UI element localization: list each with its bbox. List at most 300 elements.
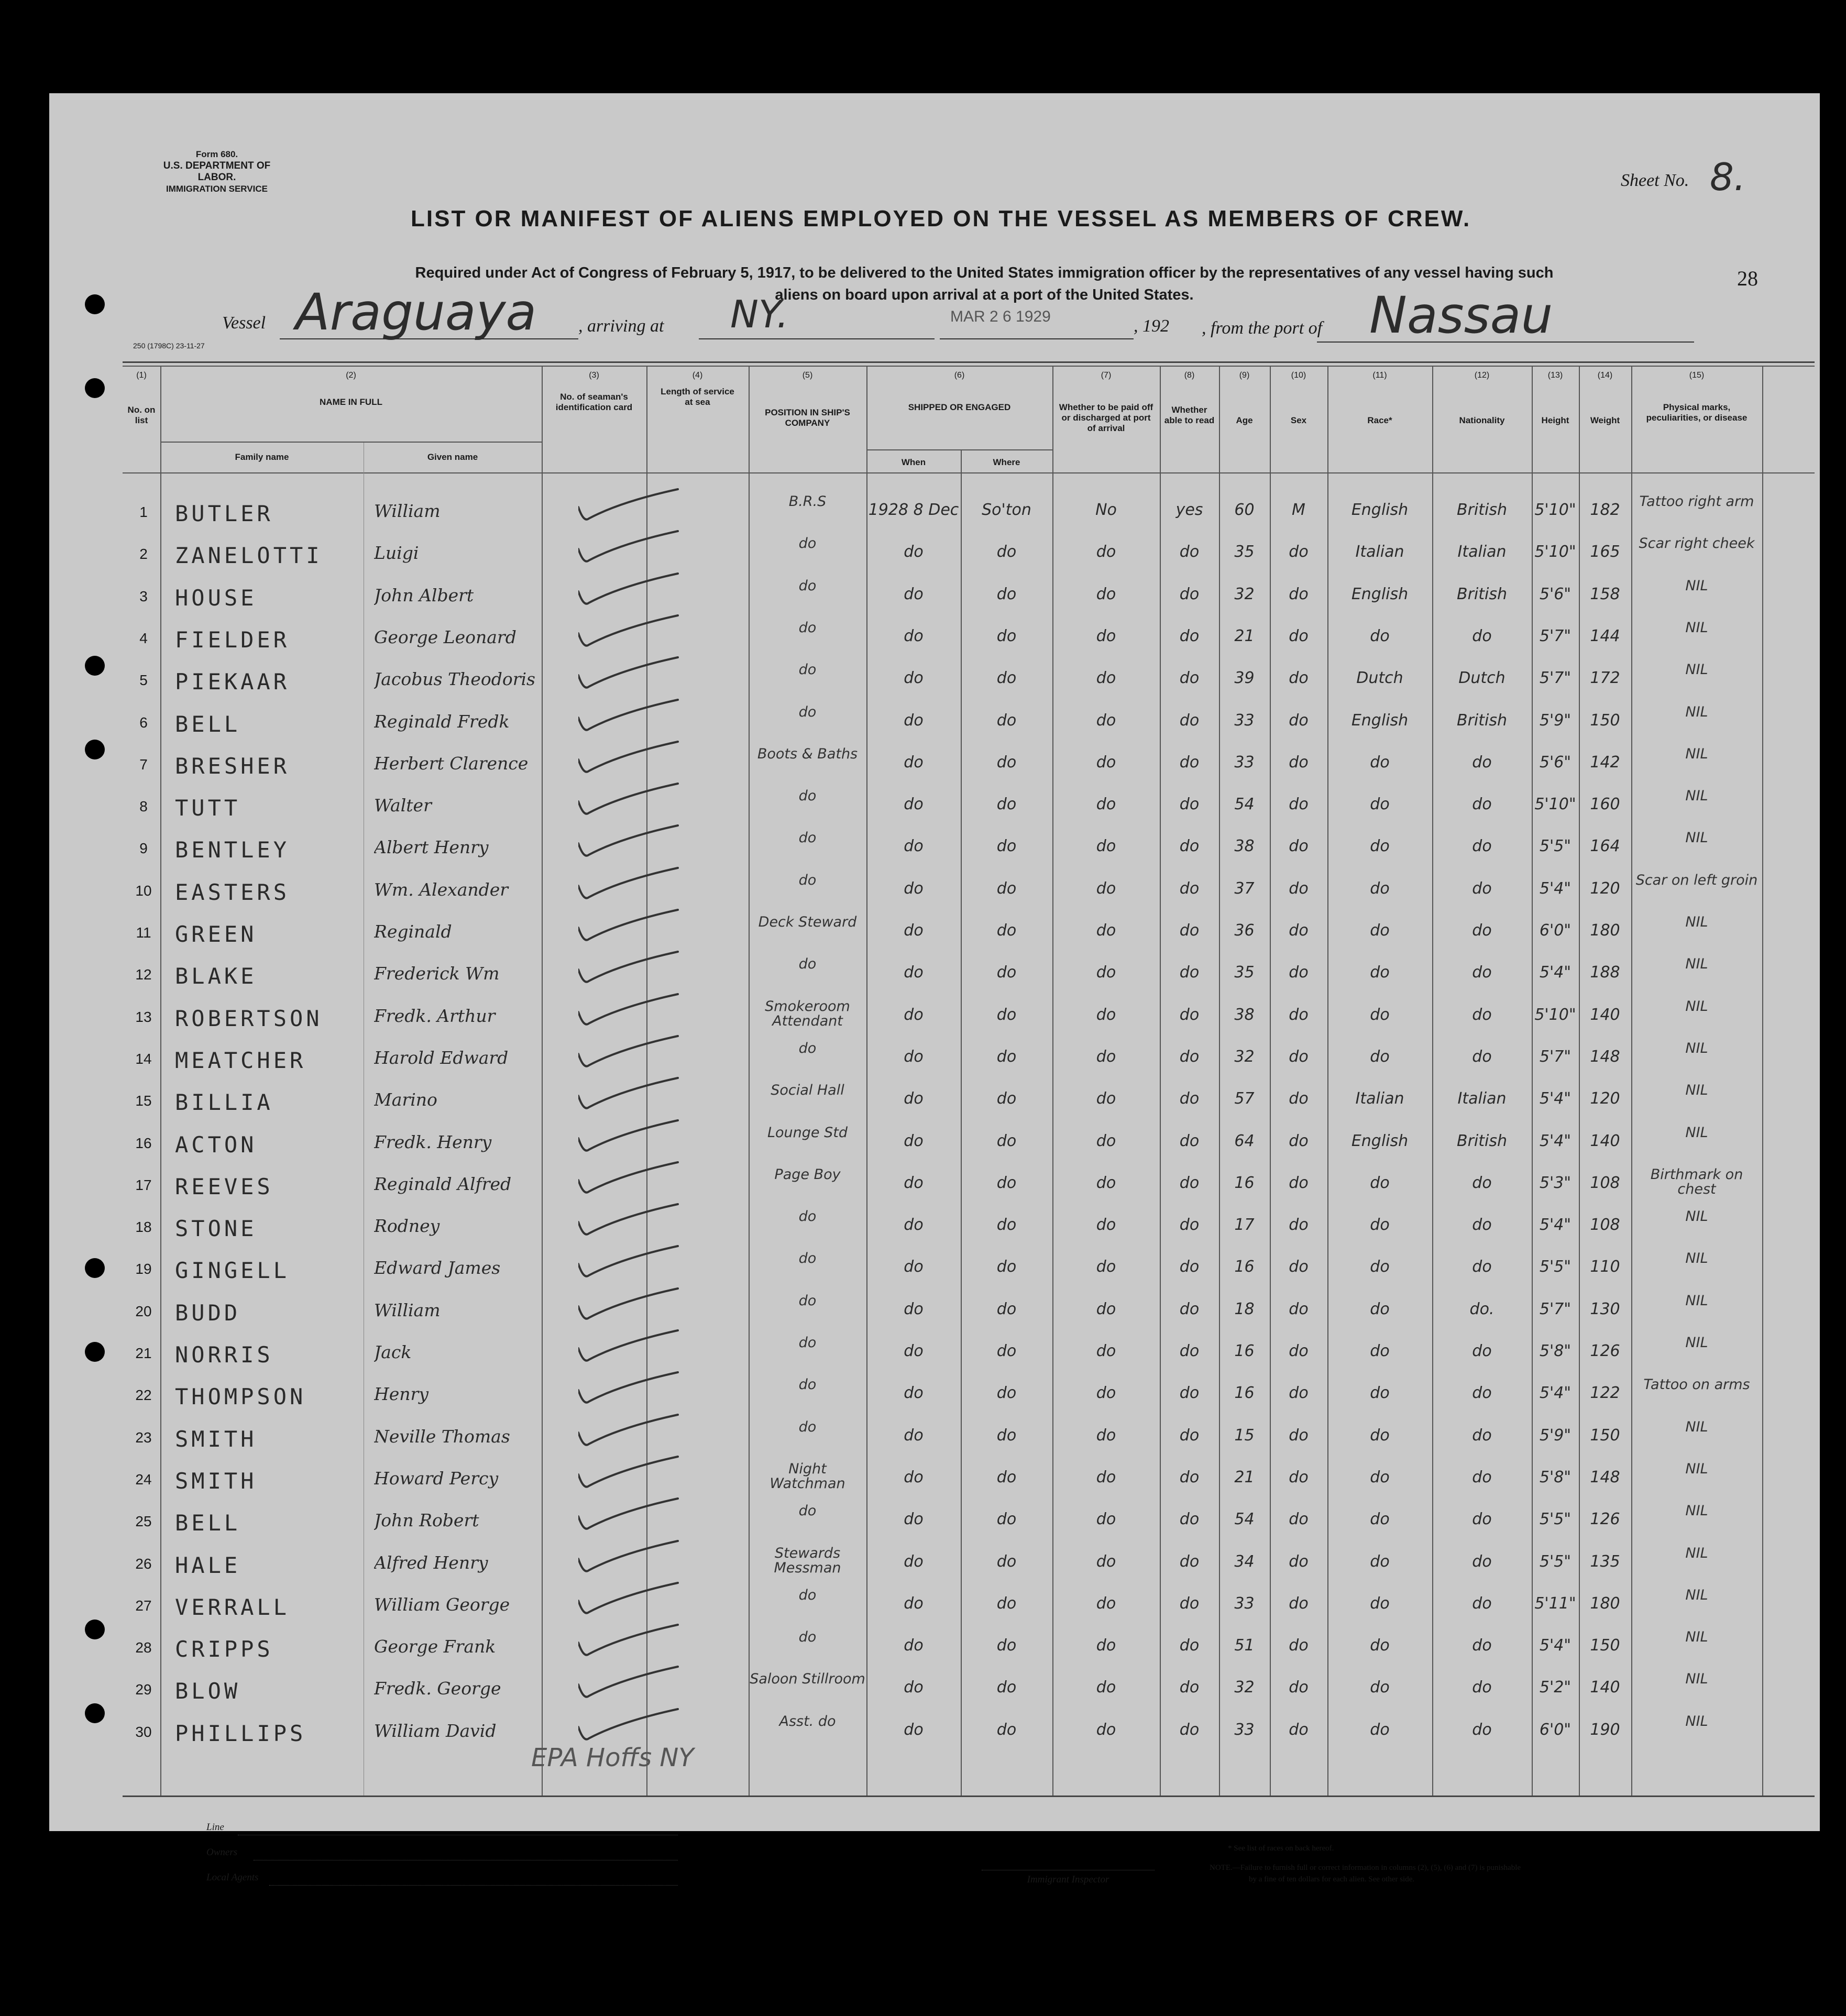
col-race: Race*	[1367, 415, 1392, 425]
cell-sex: do	[1289, 543, 1309, 561]
col-number-14: (14)	[1597, 371, 1613, 380]
cell-weight: 122	[1590, 1384, 1620, 1403]
cell-position: Saloon Stillroom	[750, 1671, 865, 1688]
cell-race: do	[1370, 753, 1390, 772]
cell-marks: NIL	[1685, 830, 1708, 846]
cell-where: do	[996, 1552, 1017, 1571]
cell-weight: 126	[1590, 1510, 1620, 1529]
cell-when: do	[904, 1510, 924, 1529]
cell-position: do	[798, 1040, 817, 1056]
cell-race: Italian	[1355, 543, 1404, 561]
family-name: MEATCHER	[175, 1047, 306, 1073]
row-number: 22	[135, 1387, 152, 1404]
cell-paid: do	[1096, 1131, 1116, 1150]
cell-read: do	[1179, 1216, 1200, 1235]
cell-marks: NIL	[1685, 619, 1708, 636]
cell-weight: 172	[1590, 669, 1620, 688]
cell-marks: NIL	[1685, 1208, 1708, 1225]
cell-read: do	[1179, 1678, 1200, 1697]
cell-race: English	[1351, 1131, 1409, 1150]
cell-race: do	[1370, 1678, 1390, 1697]
family-name: ZANELOTTI	[175, 543, 323, 569]
cell-marks: NIL	[1685, 1629, 1708, 1646]
cell-where: do	[996, 921, 1017, 940]
cell-position: Social Hall	[771, 1082, 844, 1099]
cell-weight: 182	[1590, 501, 1620, 519]
cell-age: 18	[1234, 1299, 1255, 1318]
cell-weight: 110	[1590, 1258, 1620, 1276]
cell-nat: Italian	[1457, 543, 1507, 561]
cell-paid: do	[1096, 1678, 1116, 1697]
given-name: Henry	[374, 1384, 428, 1405]
given-name: Wm. Alexander	[374, 879, 509, 900]
cell-marks: NIL	[1685, 1418, 1708, 1435]
cell-read: do	[1179, 1342, 1200, 1360]
check-mark-icon	[578, 570, 699, 612]
cell-race: do	[1370, 1173, 1390, 1192]
cell-when: do	[904, 1594, 924, 1613]
cell-sex: do	[1289, 1720, 1309, 1739]
cell-read: do	[1179, 585, 1200, 603]
row-number: 16	[135, 1134, 152, 1151]
table-row	[49, 828, 1820, 869]
cell-when: do	[904, 879, 924, 898]
cell-height: 6'0"	[1539, 921, 1572, 940]
cell-marks: NIL	[1685, 788, 1708, 805]
cell-marks: NIL	[1685, 998, 1708, 1015]
col-where: Where	[993, 457, 1020, 467]
cell-position: Page Boy	[774, 1166, 841, 1183]
department-name: U.S. DEPARTMENT OF LABOR.	[163, 160, 271, 183]
cell-read: do	[1179, 626, 1200, 645]
cell-position: do	[798, 1250, 817, 1267]
cell-height: 5'4"	[1539, 963, 1572, 982]
check-mark-icon	[578, 654, 699, 696]
given-name: Fredk. George	[374, 1678, 501, 1699]
given-name: William David	[374, 1720, 497, 1741]
col-number-15: (15)	[1689, 371, 1705, 380]
cell-paid: do	[1096, 837, 1116, 856]
cell-nat: do	[1472, 1678, 1492, 1697]
cell-sex: do	[1289, 1342, 1309, 1360]
cell-when: do	[904, 1131, 924, 1150]
family-name: PHILLIPS	[175, 1720, 306, 1746]
cell-height: 5'4"	[1539, 1384, 1572, 1403]
family-name: THOMPSON	[175, 1384, 306, 1410]
sheet-number-label: Sheet No.	[1621, 171, 1689, 190]
cell-paid: do	[1096, 879, 1116, 898]
cell-weight: 158	[1590, 585, 1620, 603]
cell-age: 33	[1234, 753, 1255, 772]
given-name: Alfred Henry	[374, 1552, 488, 1573]
col-number-6: (6)	[954, 371, 965, 380]
given-name: Howard Percy	[374, 1468, 499, 1489]
cell-sex: do	[1289, 1678, 1309, 1697]
cell-read: do	[1179, 1258, 1200, 1276]
check-mark-icon	[578, 991, 699, 1033]
cell-height: 5'4"	[1539, 1131, 1572, 1150]
cell-age: 21	[1234, 1468, 1255, 1486]
cell-when: do	[904, 1468, 924, 1486]
cell-height: 5'3"	[1539, 1173, 1572, 1192]
cell-height: 5'10"	[1534, 543, 1576, 561]
cell-position: do	[798, 1376, 817, 1393]
cell-paid: do	[1096, 1552, 1116, 1571]
cell-when: do	[904, 1342, 924, 1360]
penalty-note-2: by a fine of ten dollars for each alien. See other side.	[1249, 1875, 1415, 1883]
cell-age: 16	[1234, 1258, 1255, 1276]
cell-sex: do	[1289, 1089, 1309, 1108]
cell-sex: do	[1289, 921, 1309, 940]
cell-height: 5'6"	[1539, 585, 1572, 603]
cell-nat: do	[1472, 963, 1492, 982]
check-mark-icon	[578, 1622, 699, 1664]
row-number: 6	[139, 714, 148, 731]
family-name: EASTERS	[175, 879, 290, 905]
cell-height: 5'7"	[1539, 626, 1572, 645]
check-mark-icon	[578, 1495, 699, 1537]
cell-when: do	[904, 1384, 924, 1403]
family-name: BELL	[175, 1510, 241, 1536]
check-mark-icon	[578, 1453, 699, 1495]
cell-read: do	[1179, 837, 1200, 856]
cell-race: do	[1370, 1594, 1390, 1613]
cell-race: do	[1370, 1552, 1390, 1571]
cell-nat: do	[1472, 1426, 1492, 1445]
cell-marks: Tattoo right arm	[1639, 493, 1754, 510]
cell-when: do	[904, 795, 924, 814]
cell-height: 5'8"	[1539, 1342, 1572, 1360]
cell-age: 32	[1234, 1047, 1255, 1066]
check-mark-icon	[578, 780, 699, 822]
table-row	[49, 870, 1820, 912]
col-nationality: Nationality	[1459, 415, 1505, 425]
cell-weight: 126	[1590, 1342, 1620, 1360]
cell-race: do	[1370, 1720, 1390, 1739]
manifest-rows	[49, 491, 1820, 1790]
cell-marks: NIL	[1685, 1250, 1708, 1267]
cell-paid: do	[1096, 1384, 1116, 1403]
row-number: 17	[135, 1176, 152, 1193]
cell-weight: 142	[1590, 753, 1620, 772]
col-id-card: No. of seaman's identification card	[555, 392, 633, 412]
table-row	[49, 659, 1820, 701]
cell-height: 5'5"	[1539, 1552, 1572, 1571]
cell-position: Stewards Messman	[774, 1545, 841, 1576]
cell-weight: 180	[1590, 1594, 1620, 1613]
family-name: FIELDER	[175, 626, 290, 653]
cell-nat: British	[1457, 711, 1507, 730]
check-mark-icon	[578, 486, 699, 528]
cell-race: do	[1370, 921, 1390, 940]
year-label: , 192	[1134, 316, 1169, 336]
col-length-service: Length of service at sea	[661, 387, 734, 407]
cell-sex: do	[1289, 585, 1309, 603]
col-given-name: Given name	[427, 452, 478, 462]
cell-height: 6'0"	[1539, 1720, 1572, 1739]
cell-paid: do	[1096, 1342, 1116, 1360]
check-mark-icon	[578, 1117, 699, 1159]
given-name: Reginald	[374, 921, 452, 942]
col-family-name: Family name	[235, 452, 289, 462]
col-number-4: (4)	[692, 371, 703, 380]
cell-position: do	[798, 662, 817, 678]
cell-read: do	[1179, 1720, 1200, 1739]
form-number: Form 680.	[195, 149, 238, 159]
row-number: 29	[135, 1681, 152, 1698]
cell-nat: British	[1457, 585, 1507, 603]
cell-marks: NIL	[1685, 577, 1708, 594]
cell-where: do	[996, 1636, 1017, 1655]
cell-where: do	[996, 1678, 1017, 1697]
given-name: George Leonard	[374, 626, 517, 647]
cell-height: 5'4"	[1539, 1216, 1572, 1235]
table-row	[49, 1627, 1820, 1669]
cell-where: do	[996, 879, 1017, 898]
cell-race: do	[1370, 795, 1390, 814]
cell-nat: do	[1472, 1258, 1492, 1276]
cell-height: 5'6"	[1539, 753, 1572, 772]
vessel-label: Vessel	[222, 313, 266, 333]
row-number: 28	[135, 1639, 152, 1656]
cell-when: do	[904, 626, 924, 645]
cell-sex: do	[1289, 1510, 1309, 1529]
row-number: 21	[135, 1345, 152, 1361]
row-number: 25	[135, 1513, 152, 1530]
check-mark-icon	[578, 528, 699, 570]
cell-paid: do	[1096, 1258, 1116, 1276]
arriving-label: , arriving at	[578, 316, 664, 336]
cell-race: do	[1370, 1384, 1390, 1403]
table-row	[49, 786, 1820, 828]
row-number: 11	[136, 924, 151, 941]
col-name-in-full: NAME IN FULL	[320, 397, 382, 407]
family-name: TUTT	[175, 795, 241, 821]
cell-when: do	[904, 1720, 924, 1739]
cell-age: 34	[1234, 1552, 1255, 1571]
cell-paid: do	[1096, 585, 1116, 603]
check-mark-icon	[578, 612, 699, 654]
vessel-name: Araguaya	[295, 283, 537, 341]
cell-position: B.R.S	[788, 493, 827, 510]
cell-race: Italian	[1355, 1089, 1404, 1108]
cell-paid: do	[1096, 669, 1116, 688]
port-label: , from the port of	[1202, 318, 1323, 338]
row-number: 13	[135, 1008, 152, 1025]
cell-paid: do	[1096, 1216, 1116, 1235]
cell-read: do	[1179, 1636, 1200, 1655]
col-sex: Sex	[1290, 415, 1307, 425]
cell-weight: 150	[1590, 1636, 1620, 1655]
cell-when: do	[904, 1089, 924, 1108]
cell-read: do	[1179, 1384, 1200, 1403]
given-name: Neville Thomas	[374, 1426, 510, 1447]
table-row	[49, 1332, 1820, 1374]
cell-sex: do	[1289, 837, 1309, 856]
cell-age: 32	[1234, 585, 1255, 603]
cell-nat: do	[1472, 1216, 1492, 1235]
cell-height: 5'4"	[1539, 1089, 1572, 1108]
cell-paid: do	[1096, 1047, 1116, 1066]
cell-weight: 120	[1590, 1089, 1620, 1108]
shipped-subheader-rule	[866, 449, 1052, 450]
check-mark-icon	[578, 1243, 699, 1285]
cell-weight: 108	[1590, 1173, 1620, 1192]
cell-position: do	[798, 703, 817, 720]
cell-age: 54	[1234, 795, 1255, 814]
table-row	[49, 1543, 1820, 1585]
cell-position: do	[798, 1587, 817, 1603]
col-when: When	[901, 457, 926, 467]
cell-weight: 190	[1590, 1720, 1620, 1739]
cell-read: do	[1179, 963, 1200, 982]
cell-position: do	[798, 577, 817, 594]
check-mark-icon	[578, 1285, 699, 1327]
check-mark-icon	[578, 1075, 699, 1117]
cell-position: do	[798, 1335, 817, 1351]
cell-sex: do	[1289, 1594, 1309, 1613]
family-name: BELL	[175, 711, 241, 737]
cell-age: 36	[1234, 921, 1255, 940]
cell-where: do	[996, 1005, 1017, 1024]
cell-nat: do	[1472, 1173, 1492, 1192]
print-code: 250 (1798C) 23-11-27	[133, 341, 205, 350]
cell-marks: NIL	[1685, 1082, 1708, 1099]
cell-race: do	[1370, 626, 1390, 645]
col-number-7: (7)	[1101, 371, 1112, 380]
cell-race: English	[1351, 711, 1409, 730]
cell-read: do	[1179, 669, 1200, 688]
cell-when: do	[904, 669, 924, 688]
cell-paid: do	[1096, 711, 1116, 730]
cell-where: do	[996, 543, 1017, 561]
row-number: 7	[139, 756, 148, 773]
cell-read: do	[1179, 795, 1200, 814]
cell-paid: do	[1096, 753, 1116, 772]
given-name: Fredk. Henry	[374, 1131, 492, 1152]
cell-age: 57	[1234, 1089, 1255, 1108]
cell-age: 16	[1234, 1384, 1255, 1403]
check-mark-icon	[578, 1412, 699, 1453]
cell-when: do	[904, 1258, 924, 1276]
cell-height: 5'5"	[1539, 1510, 1572, 1529]
cell-sex: do	[1289, 1552, 1309, 1571]
subtitle-line-2: aliens on board upon arrival at a port of the United States.	[775, 287, 1194, 303]
cell-nat: do	[1472, 879, 1492, 898]
table-bottom-rule	[123, 1795, 1815, 1797]
cell-marks: Scar on left groin	[1635, 872, 1758, 888]
cell-read: do	[1179, 1594, 1200, 1613]
cell-where: do	[996, 1047, 1017, 1066]
cell-where: do	[996, 963, 1017, 982]
given-name: John Albert	[374, 585, 474, 605]
cell-weight: 160	[1590, 795, 1620, 814]
cell-marks: NIL	[1685, 745, 1708, 762]
table-row	[49, 1291, 1820, 1332]
check-mark-icon	[578, 1201, 699, 1243]
cell-where: do	[996, 626, 1017, 645]
family-name: ROBERTSON	[175, 1005, 323, 1031]
check-mark-icon	[578, 1580, 699, 1622]
cell-nat: do	[1472, 795, 1492, 814]
cell-when: do	[904, 1552, 924, 1571]
sheet-number: 8.	[1710, 155, 1746, 199]
cell-when: do	[904, 963, 924, 982]
cell-when: do	[904, 921, 924, 940]
given-name: John Robert	[374, 1510, 479, 1531]
given-name: Rodney	[374, 1216, 440, 1237]
family-name: BLAKE	[175, 963, 257, 989]
cell-when: 1928 8 Dec	[868, 501, 959, 519]
cell-sex: do	[1289, 753, 1309, 772]
cell-read: do	[1179, 543, 1200, 561]
cell-nat: do	[1472, 1552, 1492, 1571]
col-number-9: (9)	[1239, 371, 1250, 380]
footer-line-label: Line	[206, 1822, 224, 1833]
cell-weight: 164	[1590, 837, 1620, 856]
table-top-rule-2	[123, 366, 1815, 367]
cell-marks: NIL	[1685, 1545, 1708, 1561]
cell-race: do	[1370, 1258, 1390, 1276]
table-row	[49, 996, 1820, 1038]
cell-age: 35	[1234, 543, 1255, 561]
family-name: PIEKAAR	[175, 669, 290, 695]
cell-height: 5'9"	[1539, 711, 1572, 730]
cell-nat: do	[1472, 753, 1492, 772]
table-row	[49, 1374, 1820, 1416]
cell-paid: do	[1096, 1426, 1116, 1445]
cell-marks: NIL	[1685, 1335, 1708, 1351]
cell-sex: do	[1289, 1173, 1309, 1192]
row-number: 27	[135, 1597, 152, 1614]
cell-nat: British	[1457, 1131, 1507, 1150]
cell-marks: NIL	[1685, 1124, 1708, 1141]
cell-nat: British	[1457, 501, 1507, 519]
cell-position: Boots & Baths	[757, 745, 858, 762]
cell-position: do	[798, 619, 817, 636]
row-number: 2	[139, 546, 148, 563]
cell-where: do	[996, 1594, 1017, 1613]
cell-sex: do	[1289, 711, 1309, 730]
cell-marks: NIL	[1685, 703, 1708, 720]
cell-race: English	[1351, 501, 1409, 519]
binder-hole	[85, 656, 105, 676]
cell-height: 5'7"	[1539, 669, 1572, 688]
family-name: BUDD	[175, 1299, 241, 1326]
table-row	[49, 576, 1820, 618]
cell-weight: 165	[1590, 543, 1620, 561]
cell-where: do	[996, 753, 1017, 772]
cell-position: do	[798, 788, 817, 805]
cell-nat: do	[1472, 1384, 1492, 1403]
family-name: BILLIA	[175, 1089, 273, 1116]
family-name: VERRALL	[175, 1594, 290, 1620]
table-row	[49, 702, 1820, 744]
family-name: NORRIS	[175, 1342, 273, 1368]
cell-race: do	[1370, 1468, 1390, 1486]
cell-height: 5'4"	[1539, 879, 1572, 898]
check-mark-icon	[578, 865, 699, 907]
table-row	[49, 533, 1820, 575]
given-name: William	[374, 501, 441, 521]
cell-age: 21	[1234, 626, 1255, 645]
cell-when: do	[904, 1636, 924, 1655]
check-mark-icon	[578, 949, 699, 990]
cell-when: do	[904, 753, 924, 772]
col-no-on-list: No. on list	[127, 405, 156, 425]
cell-position: do	[798, 1629, 817, 1646]
cell-when: do	[904, 1426, 924, 1445]
